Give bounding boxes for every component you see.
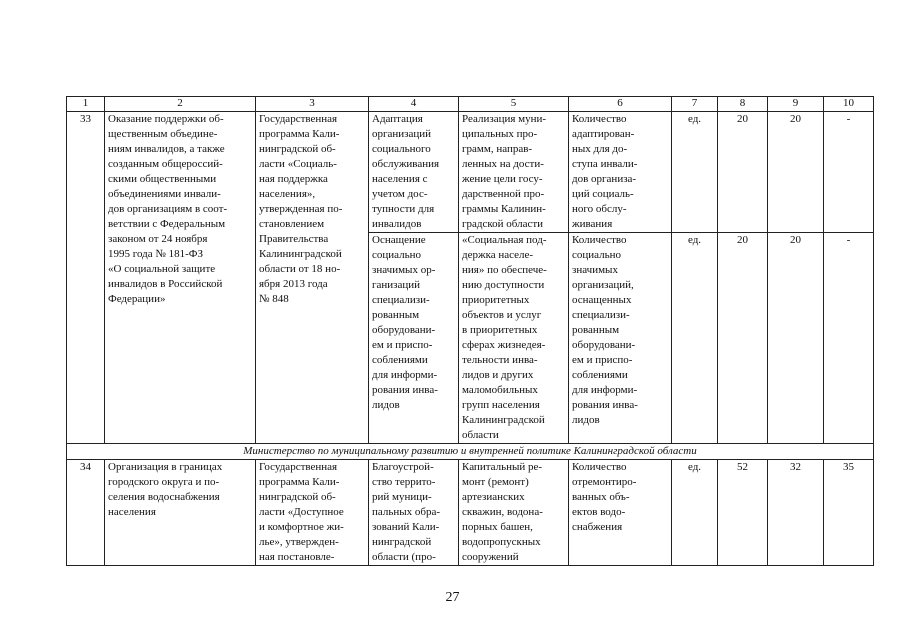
unit-cell: ед.: [672, 112, 718, 233]
activity-cell: Благоустрой- ство террито- рий муници- пальных обра- зований Кали- нинградской области (про-: [369, 460, 459, 566]
program-cell: Государственная программа Кали- нинградской об- ласти «Социаль- ная поддержка населения», утвержденная по- становлением Правительства Калининградской области от 18 но- ября 2013 года № 848: [256, 112, 369, 444]
row-number: 33: [67, 112, 105, 444]
value-cell: 20: [718, 112, 768, 233]
header-cell: 1: [67, 97, 105, 112]
page-number: 27: [445, 590, 460, 605]
header-cell: 8: [718, 97, 768, 112]
header-cell: 2: [105, 97, 256, 112]
value-cell: 20: [768, 233, 824, 444]
indicators-table: [66, 96, 874, 566]
section-title: Министерство по муниципальному развитию и внутренней политике Калининградской области: [67, 444, 874, 460]
header-cell: 4: [369, 97, 459, 112]
indicator-cell: Количество отремонтиро- ванных объ- ектов водо- снабжения: [569, 460, 672, 566]
table-row: [67, 460, 874, 566]
header-row: [67, 97, 874, 112]
header-cell: 5: [459, 97, 569, 112]
measure-cell: Организация в границах городского округа и по- селения водоснабжения населения: [105, 460, 256, 566]
description-cell: «Социальная под- держка населе- ния» по обеспече- нию доступности приоритетных объектов и услуг в приоритетных сферах жизнедея- тельности инва- лидов и других маломобильных групп населения Калининградской области: [459, 233, 569, 444]
measure-cell: Оказание поддержки об- щественным объедине- ниям инвалидов, а также созданным общероссий- скими общественными объединениями инвали- дов организациям в соот- ветствии с Федеральным законом от 24 ноября 1995 года № 181-ФЗ «О социальной защите инвалидов в Российской Федерации»: [105, 112, 256, 444]
unit-cell: ед.: [672, 233, 718, 444]
unit-cell: ед.: [672, 460, 718, 566]
header-cell: 7: [672, 97, 718, 112]
value-cell: -: [824, 112, 874, 233]
header-cell: 9: [768, 97, 824, 112]
header-cell: 10: [824, 97, 874, 112]
header-cell: 3: [256, 97, 369, 112]
row-number: 34: [67, 460, 105, 566]
value-cell: 32: [768, 460, 824, 566]
value-cell: 20: [718, 233, 768, 444]
value-cell: 52: [718, 460, 768, 566]
description-cell: Капитальный ре- монт (ремонт) артезианских скважин, водона- порных башен, водопропускных сооружений: [459, 460, 569, 566]
activity-cell: Оснащение социально значимых ор- ганизаций специализи- рованным оборудовани- ем и приспо- соблениями для информи- рования инва- лидов: [369, 233, 459, 444]
description-cell: Реализация муни- ципальных про- грамм, направ- ленных на дости- жение цели госу- дарственной про- граммы Калинин- градской области: [459, 112, 569, 233]
indicator-cell: Количество адаптирован- ных для до- ступа инвали- дов организа- ций социаль- ного обслу- живания: [569, 112, 672, 233]
value-cell: 35: [824, 460, 874, 566]
table-row: [67, 112, 874, 233]
header-cell: 6: [569, 97, 672, 112]
value-cell: -: [824, 233, 874, 444]
section-row: [67, 444, 874, 460]
activity-cell: Адаптация организаций социального обслуживания населения с учетом дос- тупности для инвалидов: [369, 112, 459, 233]
program-cell: Государственная программа Кали- нинградской об- ласти «Доступное и комфортное жи- лье», утвержден- ная постановле-: [256, 460, 369, 566]
indicator-cell: Количество социально значимых организаций, оснащенных специализи- рованным оборудовани- ем и приспо- соблениями для информи- рования инва- лидов: [569, 233, 672, 444]
value-cell: 20: [768, 112, 824, 233]
